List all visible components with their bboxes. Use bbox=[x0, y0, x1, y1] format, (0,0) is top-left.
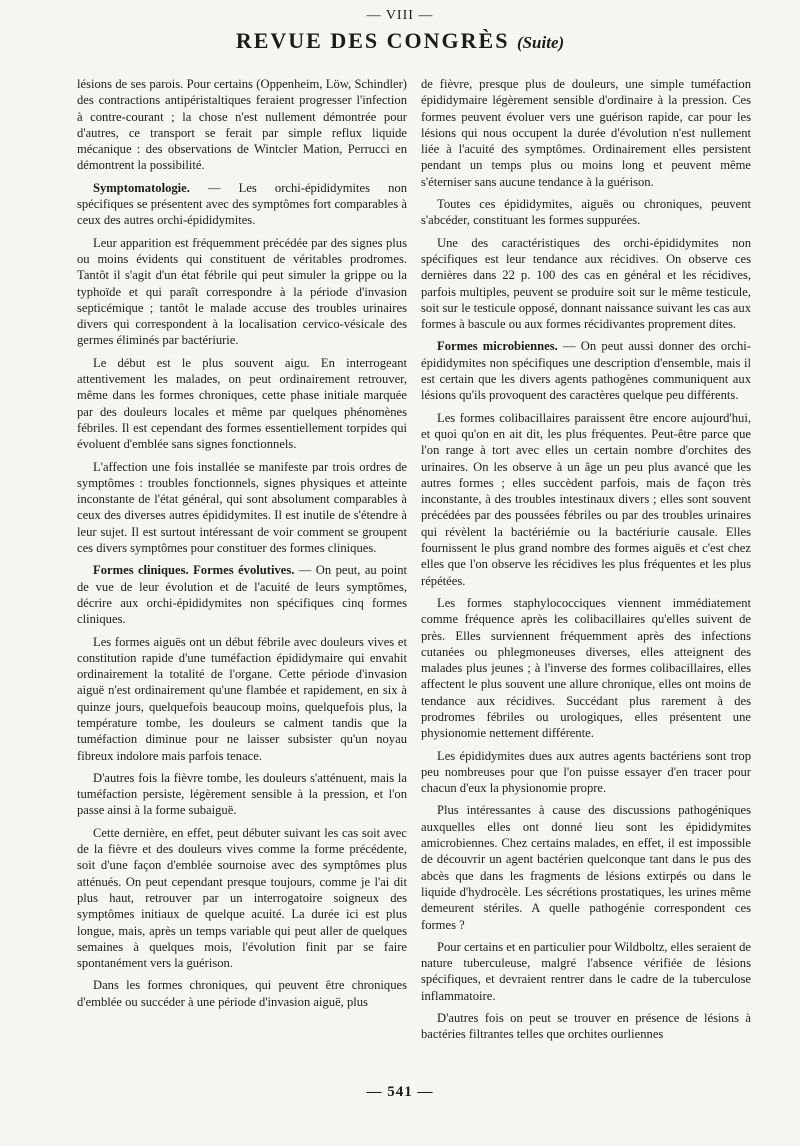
section-heading: Symptomatologie. bbox=[93, 180, 190, 195]
paragraph: Les formes staphylococciques viennent immédiatement comme fréquence après les colibacillaires qu'elles suivent de près. Elles surviennent fréquemment après des infections cutanées ou phlegmoneuses diverses, elles atteignent des malades plus jeunes ; à l'inverse des formes colibacillaires, elles affectent le plus souvent une allure chronique, elles ont moins de tendance aux récidives. Succédant plus rarement à des prodromes fébriles ou urologiques, elles présentent une physionomie nettement différente. bbox=[421, 595, 751, 741]
section-heading: Formes microbiennes. bbox=[437, 339, 558, 354]
paragraph: Une des caractéristiques des orchi-épididymites non spécifiques est leur tendance aux récidives. On observe ces dernières dans 22 p. 100 des cas en général et les récidives, parfois multiples, peuvent se produire soit sur le même testicule, soit sur le testicule opposé, donnant naissance suivant les cas aux formes à bascule ou aux formes récidivantes proprement dites. bbox=[421, 235, 751, 332]
paragraph bbox=[421, 338, 751, 403]
section-heading: Formes cliniques. Formes évolutives. bbox=[93, 563, 295, 578]
paragraph: Leur apparition est fréquemment précédée par des signes plus ou moins évidents qui constituent de véritables prodromes. Tantôt il s'agit d'un état fébrile qui peut simuler la grippe ou la typhoïde et qui paraît correspondre à la période d'invasion septicémique ; tantôt le malade accuse des troubles urinaires divers qui correspondent à la localisation cervico-vésicale des germes éliminés par bactériurie. bbox=[77, 235, 407, 348]
paragraph: de fièvre, presque plus de douleurs, une simple tuméfaction épididymaire légèrement sensible d'ordinaire à la pression. Ces formes peuvent évoluer vers une guérison rapide, car pour les lésions qui nous occupent la durée d'évolution n'est nullement liée à l'acuité des symptômes. Ordinairement elles persistent pendant un temps plus ou moins long et peuvent même s'éterniser sans aucune tendance à la guérison. bbox=[421, 77, 751, 189]
paragraph: lésions de ses parois. Pour certains (Oppenheim, Löw, Schindler) des contractions antipéristaltiques feraient progresser l'infection à contre-courant ; la chose n'est nullement démontrée pour d'autres, ce transport se ferait par simple reflux liquide mécanique : des observations de Wintcler Mation, Perrucci en démontrent la possibilité. bbox=[77, 77, 407, 173]
paragraph: Les formes aiguës ont un début fébrile avec douleurs vives et constitution rapide d'une tuméfaction épididymaire qui envahit ordinairement la totalité de l'organe. Cette période d'invasion aiguë n'est ordinairement qu'une flambée et rapidement, en six à quinze jours, quelquefois beaucoup moins, quelquefois plus, la température tombe, les douleurs se calment tandis que la tuméfaction diminue pour ne laisser subsister qu'un noyau fibreux indolore mais parfois tenace. bbox=[77, 634, 407, 763]
paragraph: Toutes ces épididymites, aiguës ou chroniques, peuvent s'abcéder, constituant les formes suppurées. bbox=[421, 197, 751, 228]
paragraph: Cette dernière, en effet, peut débuter suivant les cas soit avec de la fièvre et des douleurs vives comme la forme précédente, soit d'une façon d'emblée sournoise avec des symptômes plus atténués. On peut cependant presque toujours, comme je l'ai dit plus haut, retrouver par un interrogatoire soigneux des symptômes initiaux de quelque acuité. La durée ici est plus longue, mais, après un temps variable qui peut aller de quelques semaines à quelques mois, l'évolution finit par se faire spontanément vers la guérison. bbox=[77, 825, 407, 971]
left-column bbox=[77, 76, 407, 1016]
paragraph: D'autres fois on peut se trouver en présence de lésions à bactéries filtrantes telles que orchites ourliennes bbox=[421, 1011, 751, 1042]
paragraph-text: — Les orchi-épididymites non spécifiques se présentent avec des symptômes fort comparables à ceux des autres orchi-épididymites. bbox=[77, 180, 407, 228]
title-text: REVUE DES CONGRÈS bbox=[235, 28, 510, 53]
paragraph bbox=[77, 562, 407, 627]
page-number: — 541 — bbox=[366, 1084, 434, 1100]
paragraph: Pour certains et en particulier pour Wildboltz, elles seraient de nature tuberculeuse, malgré l'absence vérifiée de lésions spécifiques, et devraient rentrer dans le cadre de la tuberculose inflammatoire. bbox=[421, 939, 751, 1003]
page-title bbox=[0, 28, 800, 54]
roman-page-number: — VIII — bbox=[366, 8, 434, 23]
paragraph: Dans les formes chroniques, qui peuvent être chroniques d'emblée ou succéder à une période d'invasion aiguë, plus bbox=[77, 978, 407, 1009]
paragraph: L'affection une fois installée se manifeste par trois ordres de symptômes : troubles fonctionnels, signes physiques et atteinte inconstante de l'état général, qui sont absolument comparables à ceux des diverses autres épididymites. Il est inutile de s'étendre à leur sujet. Il est surtout intéressant de voir comment se groupent ces divers symptômes pour constituer des formes cliniques. bbox=[77, 459, 407, 556]
right-column bbox=[421, 76, 751, 1049]
paragraph bbox=[77, 180, 407, 229]
title-suite: (Suite) bbox=[516, 33, 565, 52]
paragraph: Les épididymites dues aux autres agents bactériens sont trop peu nombreuses pour que l'on puisse essayer d'en tracer pour chacun d'eux la physionomie propre. bbox=[421, 748, 751, 796]
paragraph: Le début est le plus souvent aigu. En interrogeant attentivement les malades, on peut ordinairement retrouver, même dans les formes chroniques, cette phase initiale marquée par des douleurs locales et même par quelques phénomènes fébriles. Il est cependant des formes essentiellement torpides qui évoluent d'emblée sans signes fonctionnels. bbox=[77, 355, 407, 452]
paragraph: Plus intéressantes à cause des discussions pathogéniques auxquelles elles ont donné lieu sont les épididymites amicrobiennes. Chez certains malades, en effet, il est impossible de découvrir un agent bactérien quelconque tant dans le pus des abcès que dans les fragments de lésions extirpés ou dans le liquide d'hydrocèle. Les sécrétions prostatiques, les urines même demeurent stériles. A quelle pathogénie correspondent ces formes ? bbox=[421, 803, 751, 932]
paragraph-text: — On peut aussi donner des orchi-épididymites non spécifiques une description d'ensemble, mais il est certain que les divers agents pathogènes communiquent aux lésions qu'ils provoquent des caractères quelque peu différents. bbox=[421, 339, 751, 403]
paragraph-text: — On peut, au point de vue de leur évolution et de l'acuité de leurs symptômes, décrire aux orchi-épididymites non spécifiques cinq formes cliniques. bbox=[77, 563, 407, 627]
paragraph: Les formes colibacillaires paraissent être encore aujourd'hui, et quoi qu'on en ait dit, les plus fréquentes. Peut-être parce que l'on range à tort avec elles un certain nombre d'orchites des urinaires. On les observe à un âge un peu plus avancé que les autres formes ; elles succèdent parfois, mais de façon très inconstante, à des troubles intestinaux divers ; elles sont souvent précédées par des poussées fébriles ou par des troubles urinaires qui révèlent la bactériémie ou la bactériurie causale. Elles fournissent le plus grand nombre des formes aiguës et c'est chez elles que l'on observe les récidives les plus fréquentes et les plus répétées. bbox=[421, 410, 751, 588]
paragraph: D'autres fois la fièvre tombe, les douleurs s'atténuent, mais la tuméfaction persiste, légèrement sensible à la pression, et l'on passe ainsi à la forme subaiguë. bbox=[77, 770, 407, 818]
